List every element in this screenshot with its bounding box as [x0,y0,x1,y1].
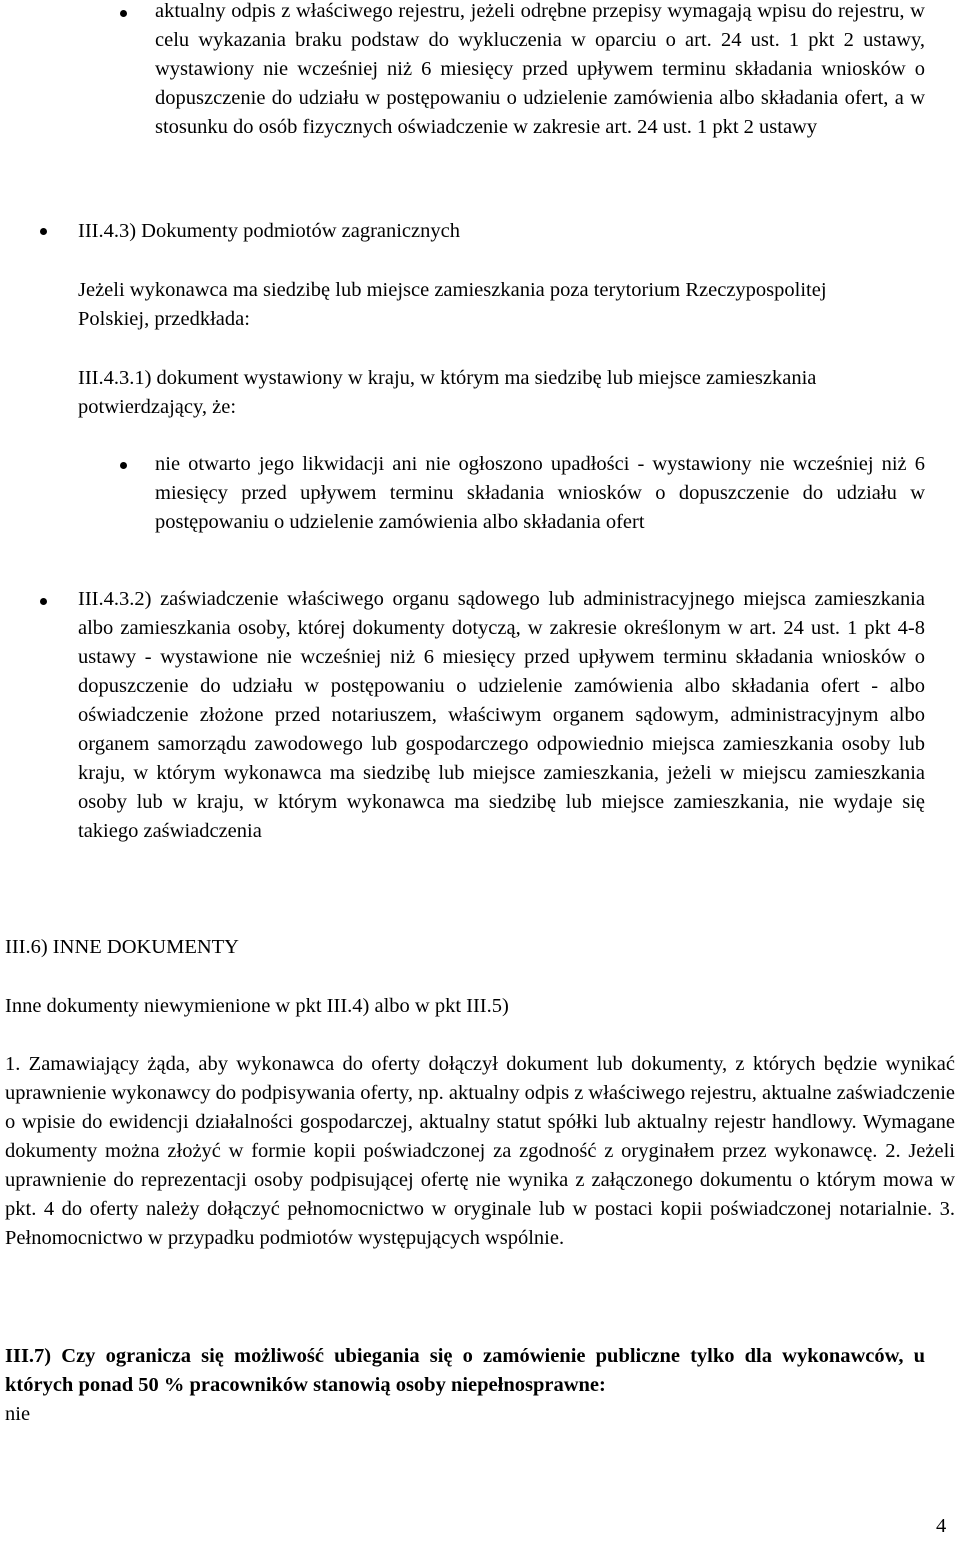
page-number: 4 [936,1515,947,1537]
section-heading-iii-4-3: III.4.3) Dokumenty podmiotów zagranicznych [78,220,460,242]
section-question-iii-7-text: III.7) Czy ogranicza się możliwość ubiegania się o zamówienie publiczne tylko dla wykonawców, u których ponad 50 % pracowników stanowią osoby niepełnosprawne: [5,1345,925,1396]
bullet-marker [40,598,47,605]
section-answer-iii-7: nie [5,1403,31,1425]
section-body-iii-6: 1. Zamawiający żąda, aby wykonawca do oferty dołączył dokument lub dokumenty, z których będzie wynikać uprawnienie wykonawcy do podpisywania oferty, np. aktualny odpis z właściwego rejestru, aktualne zaświadczenie o wpisie do ewidencji działalności gospodarczej, aktualny statut spółki lub aktualny rejestr handlowy. Wymagane dokumenty można złożyć w formie kopii poświadczonej za zgodność z oryginałem przez wykonawcę. 2. Jeżeli uprawnienie do reprezentacji osoby podpisującej ofertę nie wynika z załączonego dokumentu o którym mowa w pkt. 4 do oferty należy dołączyć pełnomocnictwo w oryginale lub w postaci kopii poświadczonej notarialnie. 3. Pełnomocnictwo w przypadku podmiotów występujących wspólnie. [5,1053,955,1249]
foreign-intro-text: Jeżeli wykonawca ma siedzibę lub miejsce zamieszkania poza terytorium Rzeczypospolitej Polskiej, przedkłada: [78,279,827,330]
bullet-marker [120,462,127,469]
sub-bullet-likwidacja: nie otwarto jego likwidacji ani nie ogłoszono upadłości - wystawiony nie wcześniej niż 6 miesięcy przed upływem terminu składania wniosków o dopuszczenie do udziału w postępowaniu o udzielenie zamówienia albo składania ofert [155,453,925,533]
bullet-marker [120,10,127,17]
bullet-marker [40,228,47,235]
section-heading-iii-6: III.6) INNE DOKUMENTY [5,936,239,958]
section-subheading-iii-6: Inne dokumenty niewymienione w pkt III.4) albo w pkt III.5) [5,995,509,1017]
bullet-text-odpis: aktualny odpis z właściwego rejestru, jeżeli odrębne przepisy wymagają wpisu do rejestru, w celu wykazania braku podstaw do wykluczenia w oparciu o art. 24 ust. 1 pkt 2 ustawy, wystawiony nie wcześniej niż 6 miesięcy przed upływem terminu składania wniosków o dopuszczenie do udziału w postępowaniu o udzielenie zamówienia albo składania ofert, a w stosunku do osób fizycznych oświadczenie w zakresie art. 24 ust. 1 pkt 2 ustawy [155,0,925,138]
section-question-iii-7 [5,1342,925,1400]
item-iii-4-3-1: III.4.3.1) dokument wystawiony w kraju, w którym ma siedzibę lub miejsce zamieszkania potwierdzający, że: [78,367,817,418]
item-iii-4-3-2: III.4.3.2) zaświadczenie właściwego organu sądowego lub administracyjnego miejsca zamieszkania albo zamieszkania osoby, której dokumenty dotyczą, w zakresie określonym w art. 24 ust. 1 pkt 4-8 ustawy - wystawione nie wcześniej niż 6 miesięcy przed upływem terminu składania wniosków o dopuszczenie do udziału w postępowaniu o udzielenie zamówienia albo składania ofert - albo oświadczenie złożone przed notariuszem, właściwym organem sądowym, administracyjnym albo organem samorządu zawodowego lub gospodarczego odpowiednio miejsca zamieszkania osoby lub kraju, w którym wykonawca ma siedzibę lub miejsce zamieszkania, jeżeli w miejscu zamieszkania osoby lub w kraju, w którym wykonawca ma siedzibę lub miejsce zamieszkania, nie wydaje się takiego zaświadczenia [78,588,925,842]
